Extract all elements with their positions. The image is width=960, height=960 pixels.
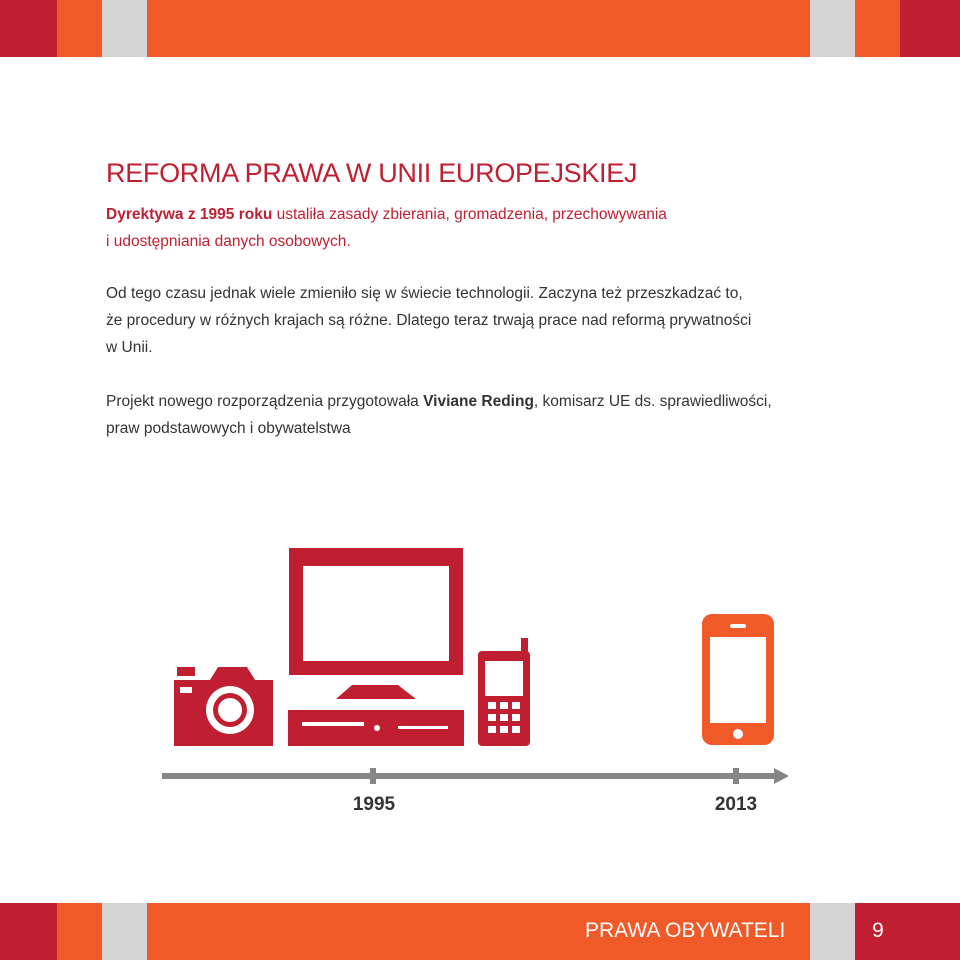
intro-bold: Dyrektywa z 1995 roku	[106, 206, 273, 223]
project-author-name: Viviane Reding	[423, 393, 534, 410]
camera-icon	[174, 667, 273, 746]
page-number: 9	[872, 919, 884, 942]
tech-line1: Od tego czasu jednak wiele zmieniło się w świecie technologii. Zaczyna też przeszkadzać to,	[106, 285, 743, 302]
timeline-year-start: 1995	[352, 794, 396, 815]
top-stripe	[0, 0, 960, 57]
timeline-axis	[162, 768, 789, 784]
footer-label: PRAWA OBYWATELI	[585, 919, 786, 942]
desktop-computer-icon	[288, 548, 464, 746]
timeline-year-end: 2013	[714, 794, 758, 815]
devices-illustration	[0, 540, 960, 790]
project-before: Projekt nowego rozporządzenia przygotowała	[106, 393, 424, 410]
tech-line3: w Unii.	[106, 339, 153, 356]
project-after: , komisarz UE ds. sprawiedliwości,	[533, 393, 772, 410]
intro-paragraph	[106, 201, 667, 255]
bottom-stripe	[0, 903, 960, 960]
smartphone-icon	[702, 614, 774, 745]
intro-line2: i udostępniania danych osobowych.	[106, 233, 351, 250]
project-line2: praw podstawowych i obywatelstwa	[106, 420, 351, 437]
project-paragraph	[106, 388, 772, 442]
technology-paragraph	[106, 280, 751, 361]
mobile-phone-icon	[478, 638, 530, 746]
tech-line2: że procedury w różnych krajach są różne. Dlatego teraz trwają prace nad reformą prywatności	[106, 312, 752, 329]
intro-line1: ustaliła zasady zbierania, gromadzenia, przechowywania	[272, 206, 667, 223]
page-title: REFORMA PRAWA W UNII EUROPEJSKIEJ	[106, 158, 638, 189]
